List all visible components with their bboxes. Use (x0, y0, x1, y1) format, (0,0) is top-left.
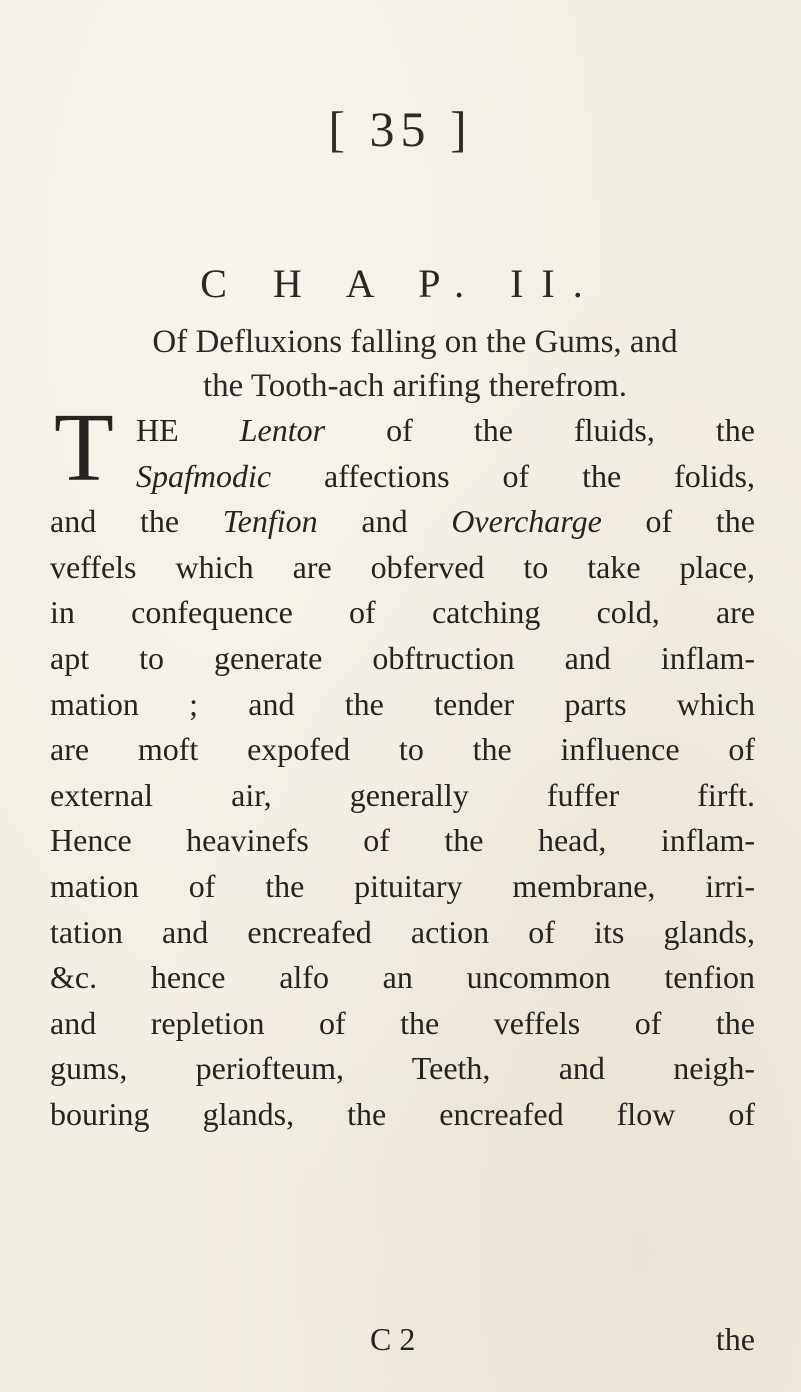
text-run: mation ; and the tender parts which (50, 685, 755, 722)
page-number: [ 35 ] (328, 101, 473, 157)
text-run: of the fluids, the (325, 412, 756, 448)
drop-cap: T (54, 394, 114, 502)
body-line (50, 1046, 755, 1092)
catchword: the (715, 1321, 755, 1357)
body-line (50, 545, 755, 591)
body-line (50, 499, 755, 545)
body-line (50, 408, 755, 454)
body-line (50, 454, 755, 500)
text-run: and (317, 503, 452, 540)
italic-term: Lentor (239, 412, 326, 448)
text-run: apt to generate obftruction and inflam- (50, 639, 755, 676)
text-run: are moft expofed to the influence of (50, 731, 755, 768)
body-line (50, 1092, 755, 1138)
body-line (50, 955, 755, 1001)
body-line (50, 864, 755, 910)
body-text (50, 408, 755, 1138)
text-run: and the (50, 503, 223, 540)
chapter-heading: C H A P. II. (200, 261, 601, 306)
text-run: of the (601, 503, 755, 540)
chapter-title-line: the Tooth-ach arifing therefrom. (202, 368, 628, 404)
text-run: external air, generally fuffer firft. (50, 776, 755, 813)
body-line (50, 910, 755, 956)
text-run: HE (136, 412, 240, 448)
text-run: gums, periofteum, Teeth, and neigh- (50, 1050, 755, 1087)
text-run: in confequence of catching cold, are (50, 594, 755, 631)
text-run: affections of the folids, (271, 457, 755, 494)
signature-mark: C 2 (370, 1321, 416, 1357)
body-line (50, 682, 755, 728)
italic-term: Tenfion (222, 503, 318, 540)
body-line (50, 636, 755, 682)
chapter-title (95, 320, 735, 408)
italic-term: Spafmodic (136, 457, 272, 494)
text-run: and repletion of the veffels of the (50, 1004, 755, 1041)
text-run: bouring glands, the encreafed flow of (50, 1095, 755, 1132)
text-run: tation and encreafed action of its glands, (50, 913, 755, 950)
text-run: &c. hence alfo an uncommon tenfion (50, 959, 755, 996)
body-line (50, 590, 755, 636)
body-line (50, 773, 755, 819)
text-run: Hence heavinefs of the head, inflam- (50, 822, 755, 859)
catch-line (50, 1321, 755, 1367)
text-run: veffels which are obferved to take place, (50, 548, 755, 585)
body-line (50, 727, 755, 773)
chapter-title-line: Of Defluxions falling on the Gums, and (152, 324, 678, 360)
italic-term: Overcharge (451, 503, 602, 540)
body-line (50, 1001, 755, 1047)
body-line (50, 818, 755, 864)
text-run: mation of the pituitary membrane, irri- (50, 867, 755, 904)
